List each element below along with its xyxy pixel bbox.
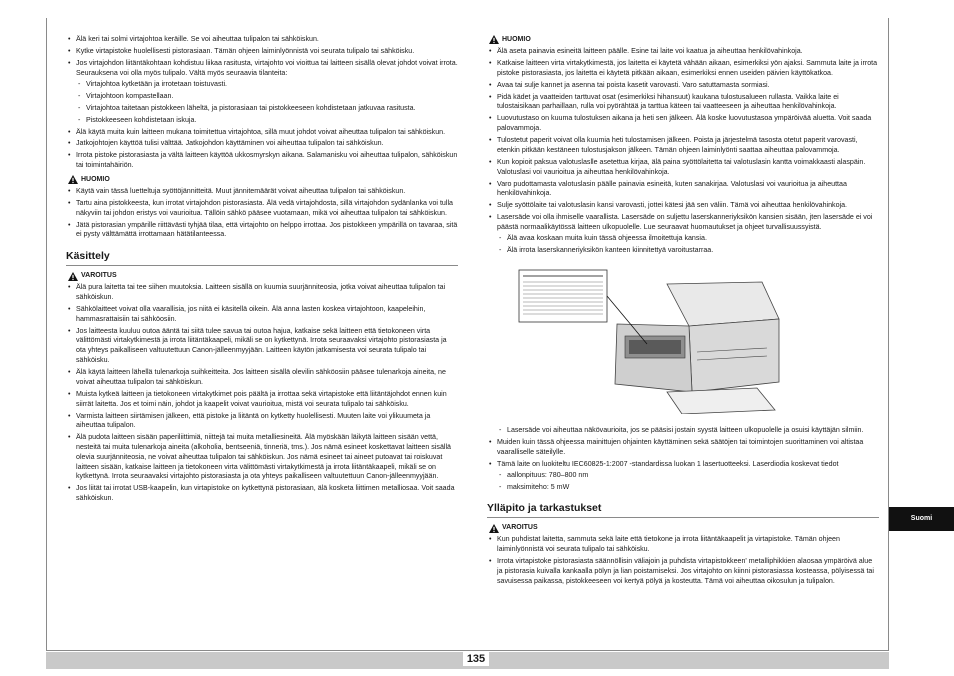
list-item: • Älä käytä muita kuin laitteen mukana toimitettua virtajohtoa, sillä muut johdot voivat aiheuttaa tulipalon tai sähköiskun. (66, 128, 458, 138)
caution-label: HUOMIO (502, 36, 531, 43)
list-item: • Sulje syöttölaite tai valotuslasin kansi varovasti, jottei kätesi jää sen väliin. Tämä voi aiheuttaa henkilövahinkoja. (487, 201, 879, 211)
warning-label: VAROITUS (81, 272, 117, 280)
section-title-maintenance: Ylläpito ja tarkastukset (487, 502, 879, 518)
caution-list (487, 47, 879, 424)
list-item: • Kun puhdistat laitetta, sammuta sekä laite että tietokone ja irrota liitäntäkaapelit ja virtapistoke. Tämän ohjeen laiminlyönnistä voi seurata tulipalo tai sähköisku. (487, 535, 879, 555)
left-column (66, 35, 458, 506)
list-item: • Muista kytkeä laitteen ja tietokoneen virtakytkimet pois päältä ja irrottaa sekä virtapistoke että liitäntäjohdot ennen kuin siirrät laitetta. Jos et toimi näin, johdot ja kaapelit voivat vaurioitua, mistä voi seurata tulipalo tai sähköisku. (66, 390, 458, 410)
caution-heading (68, 175, 458, 185)
warning-triangle-icon (68, 272, 78, 281)
list-item (66, 59, 458, 125)
laser-bullets-list (487, 438, 879, 492)
list-item-text: Jos virtajohdon liitäntäkohtaan kohdistuu liikaa rasitusta, virtajohto voi vioittua tai laitteen sisällä olevat johdot voivat irrota. Seurauksena voi olla myös tulipalo. Vältä myös seuraavia tilanteita: (76, 58, 458, 77)
list-item: • Varmista laitteen siirtämisen jälkeen, että pistoke ja liitäntä on kytketty huolellisesti. Muuten laite voi ylikuumeta ja aiheuttaa tulipalon. (66, 412, 458, 432)
list-item: • Pidä kädet ja vaatteiden tarttuvat osat (esimerkiksi hihansuut) kaukana tulostusalueen rullasta. Vaikka laite ei tulostaisikaan parhaillaan, rulla voi pyörähtää ja tarttua käteen tai vaatteeseen ja aiheuttaa henkilövahinkoja. (487, 93, 879, 113)
printer-laser-label-illustration (517, 264, 785, 414)
list-item (487, 460, 879, 493)
list-item: • Kun kopioit paksua valotuslaslle asetettua kirjaa, älä paina syöttölaitetta tai valotuslasin kantta voimakkaasti alaspäin. Valotuslasi voi vaurioitua ja aiheuttaa henkilövahinkoja. (487, 158, 879, 178)
list-item: • Jatkojohtojen käyttöä tulisi välttää. Jatkojohdon käyttäminen voi aiheuttaa tulipalon tai sähköiskun. (66, 139, 458, 149)
list-item: • Käytä vain tässä luetteltuja syöttöjännitteitä. Muut jännitemäärät voivat aiheuttaa tulipalon tai sähköiskun. (66, 187, 458, 197)
page-frame-left (46, 18, 47, 650)
sub-list-item: - Virtajohtoa taitetaan pistokkeen läheltä, ja pistorasiaan tai pistokkeeseen kohdistetaan jatkuvaa rasitusta. (76, 104, 458, 114)
sub-list (497, 234, 879, 256)
list-item: • Irrota virtapistoke pistorasiasta säännöllisin väliajoin ja puhdista virtapistokkeen' metalliphikkien alaosaa ympäröivä alue ja pistorasia kuivalla kankaalla pölyn ja lian poistamiseksi. Jos virtajohto on kiinni pistorasiassa kosteassa, pölyisessä tai savuisessa paikassa, pistokkeeseen voi kertyä pölyä ja kosteutta. Tämä voi aiheuttaa oikosulun ja tulipalon. (487, 557, 879, 586)
sub-list-item: - aallonpituus: 780–800 nm (497, 471, 879, 481)
list-item (487, 213, 879, 423)
list-item: • Kytke virtapistoke huolellisesti pistorasiaan. Tämän ohjeen laiminlyönnistä voi seurata tulipalo tai sähköisku. (66, 47, 458, 57)
warning-heading (489, 523, 879, 533)
list-item: • Sähkölaitteet voivat olla vaarallisia, jos niitä ei käsitellä oikein. Älä anna lasten koskea virtajohtoon, kaapeleihin, hammasrattaisiin tai sähköosiin. (66, 305, 458, 325)
sub-list-item: - Virtajohtoa kytketään ja irrotetaan toistuvasti. (76, 80, 458, 90)
list-item: • Avaa tai sulje kannet ja asenna tai poista kasetit varovasti. Varo satuttamasta sormiasi. (487, 81, 879, 91)
warning-triangle-icon (489, 35, 499, 44)
warning-heading (68, 271, 458, 281)
list-item: • Luovutustaso on kuuma tulostuksen aikana ja heti sen jälkeen. Älä koske luovutustasoa ympäröivää aluetta. Voit saada palovammoja. (487, 114, 879, 134)
sub-list-item: - Virtajohtoon kompastellaan. (76, 92, 458, 102)
language-tab: Suomi (889, 507, 954, 531)
caution-list (66, 187, 458, 240)
list-item-text: Tämä laite on luokiteltu IEC60825-1:2007 -standardissa luokan 1 lasertuotteeksi. Laserdiodia koskevat tiedot (497, 459, 839, 468)
laser-specs-list (497, 471, 879, 493)
list-item: • Älä pura laitetta tai tee siihen muutoksia. Laitteen sisällä on kuumia suurjänniteosia, jotka voivat aiheuttaa tulipalon tai sähköiskun. (66, 283, 458, 303)
list-item: • Älä käytä laitteen lähellä tulenarkoja suihkeitteita. Jos laitteen sisällä olevilin sähköosiin pääsee tulenarkoja aineita, ne voivat aiheuttaa tulipalon tai sähköiskun. (66, 368, 458, 388)
list-item: • Irrota pistoke pistorasiasta ja vältä laitteen käyttöä ukkosmyrskyn aikana. Salamanisku voi aiheuttaa tulipalon, sähköiskun tai toimintahäiriön. (66, 151, 458, 171)
page-frame-right (888, 18, 889, 650)
warning-label: VAROITUS (502, 524, 538, 532)
list-item: • Varo pudottamasta valotuslasin päälle painavia esineitä, kuten sanakirjaa. Valotuslasi voi vaurioitua ja aiheuttaa henkilövahinkoja. (487, 180, 879, 200)
list-item: • Katkaise laitteen virta virtakytkimestä, jos laitetta ei käytetä vähään aikaan, esimerkiksi yön ajaksi. Sammuta laite ja irrota pistoke pistorasiasta, jos laitetta ei käytetä pitkään aikaan, esimerkiksi ennen useiden päivien käyttökatkoa. (487, 59, 879, 79)
list-item: • Älä pudota laitteen sisään paperiliittimiä, niittejä tai muita metalliesineitä. Älä myöskään läikytä laitteen sisään vettä, nesteitä tai muita tulenarkoja aineita (alkoholia, bentseeniä, tinneriä, tms.). Jos nämä esineet koskettavat laitteen sisällä olevia suurjänniteosia, ne voivat aiheuttaa tulipalon tai sähköiskun. Jos nämä esineet tai aineet putoavat tai roiskuvat laitteen sisään, katkaise laitteen ja tietokoneen virta välittömästi virtakytkimestä ja irrota liitäntäkaapeli, mikäli se on kytkettynä. Irrota seuraavaksi virtajohto pistorasiasta ja ota yhteys paikalliseen valtuutettuun Canon-jälleenmyyjään. (66, 433, 458, 482)
sub-list-item: - Älä irrota laserskanneriyksikön kanteen kiinnitettyä varoitustarraa. (497, 246, 879, 256)
sub-list (76, 80, 458, 126)
laser-notes-list (497, 426, 879, 436)
caution-heading (489, 35, 879, 45)
sub-list-item: - Lasersäde voi aiheuttaa näkövaurioita, jos se pääsisi jostain syystä laitteen ulkopuolelle ja osuisi käyttäjän silmiin. (497, 426, 879, 436)
warning-list (66, 283, 458, 504)
section-title-handling: Käsittely (66, 250, 458, 266)
sub-list-item: - Älä avaa koskaan muita kuin tässä ohjeessa ilmoitettuja kansia. (497, 234, 879, 244)
caution-label: HUOMIO (81, 176, 110, 184)
list-item-text: Lasersäde voi olla ihmiselle vaarallista. Lasersäde on suljettu laserskanneriyksikön kansien sisään, jten lasersäde ei voi päästä normaalikäytössä laitteen ulkopuolelle. Lue seuraavat huomautukset ja ohjeet turvallisuussyistä. (497, 213, 873, 232)
right-column (487, 35, 879, 588)
list-item: • Tulostetut paperit voivat olla kuumia heti tulostamisen jälkeen. Poista ja järjestelmä tasosta otetut paperit varovasti, etenkin pitkään kestäneen tulostusjakson jälkeen. Tämän ohjeen laiminlyönti saattaa aiheuttaa palovammoja. (487, 136, 879, 156)
list-item: • Jos liität tai irrotat USB-kaapelin, kun virtapistoke on kytkettynä pistorasiaan, älä kosketa liittimen metalliosaa. Voit saada sähköiskun. (66, 484, 458, 504)
footer-rule (46, 650, 889, 651)
page-number: 135 (463, 652, 489, 666)
list-item: • Jätä pistorasian ympärille riittävästi tyhjää tilaa, että virtajohto on helppo irrottaa. Jos pistokkeen ympärillä on tavaraa, sitä ei pysty välttämättä irrottamaan hätätilanteessa. (66, 221, 458, 241)
warning-triangle-icon (489, 524, 499, 533)
intro-list (66, 35, 458, 171)
list-item: • Älä keri tai solmi virtajohtoa keräille. Se voi aiheuttaa tulipalon tai sähköiskun. (66, 35, 458, 45)
list-item: • Jos laitteesta kuuluu outoa ääntä tai siitä tulee savua tai outoa hajua, katkaise sekä laitteen että tietokoneen virta välittömästi virtakytkimestä ja irrota liitäntäkaapeli, mikäli se on kytkettynä. Irrota seuraavaksi virtajohto pistorasiasta ja ota yhteys paikalliseen valtuutettuun Canon-jälleenmyyjään. Laitteen käytön jatkamisesta voi seurata tulipalo tai sähköisku. (66, 327, 458, 366)
list-item: • Muiden kuin tässä ohjeessa mainittujen ohjainten käyttäminen sekä säätöjen tai toimintojen suorittaminen voi altistaa vaaralliselle säteilylle. (487, 438, 879, 458)
list-item: • Älä aseta painavia esineitä laitteen päälle. Esine tai laite voi kaatua ja aiheuttaa henkilövahinkoja. (487, 47, 879, 57)
warning-triangle-icon (68, 175, 78, 184)
warning-list (487, 535, 879, 586)
sub-list-item: - Pistokkeeseen kohdistetaan iskuja. (76, 116, 458, 126)
sub-list-item: - maksimiteho: 5 mW (497, 483, 879, 493)
list-item: • Tartu aina pistokkeesta, kun irrotat virtajohdon pistorasiasta. Älä vedä virtajohdosta, sillä virtajohdon sydänlanka voi tulla näkyviin tai johdon eristys voi vaurioitua. Tällöin sähkö pääsee vuotamaan, mikä voi aiheuttaa tulipalon tai sähköiskun. (66, 199, 458, 219)
